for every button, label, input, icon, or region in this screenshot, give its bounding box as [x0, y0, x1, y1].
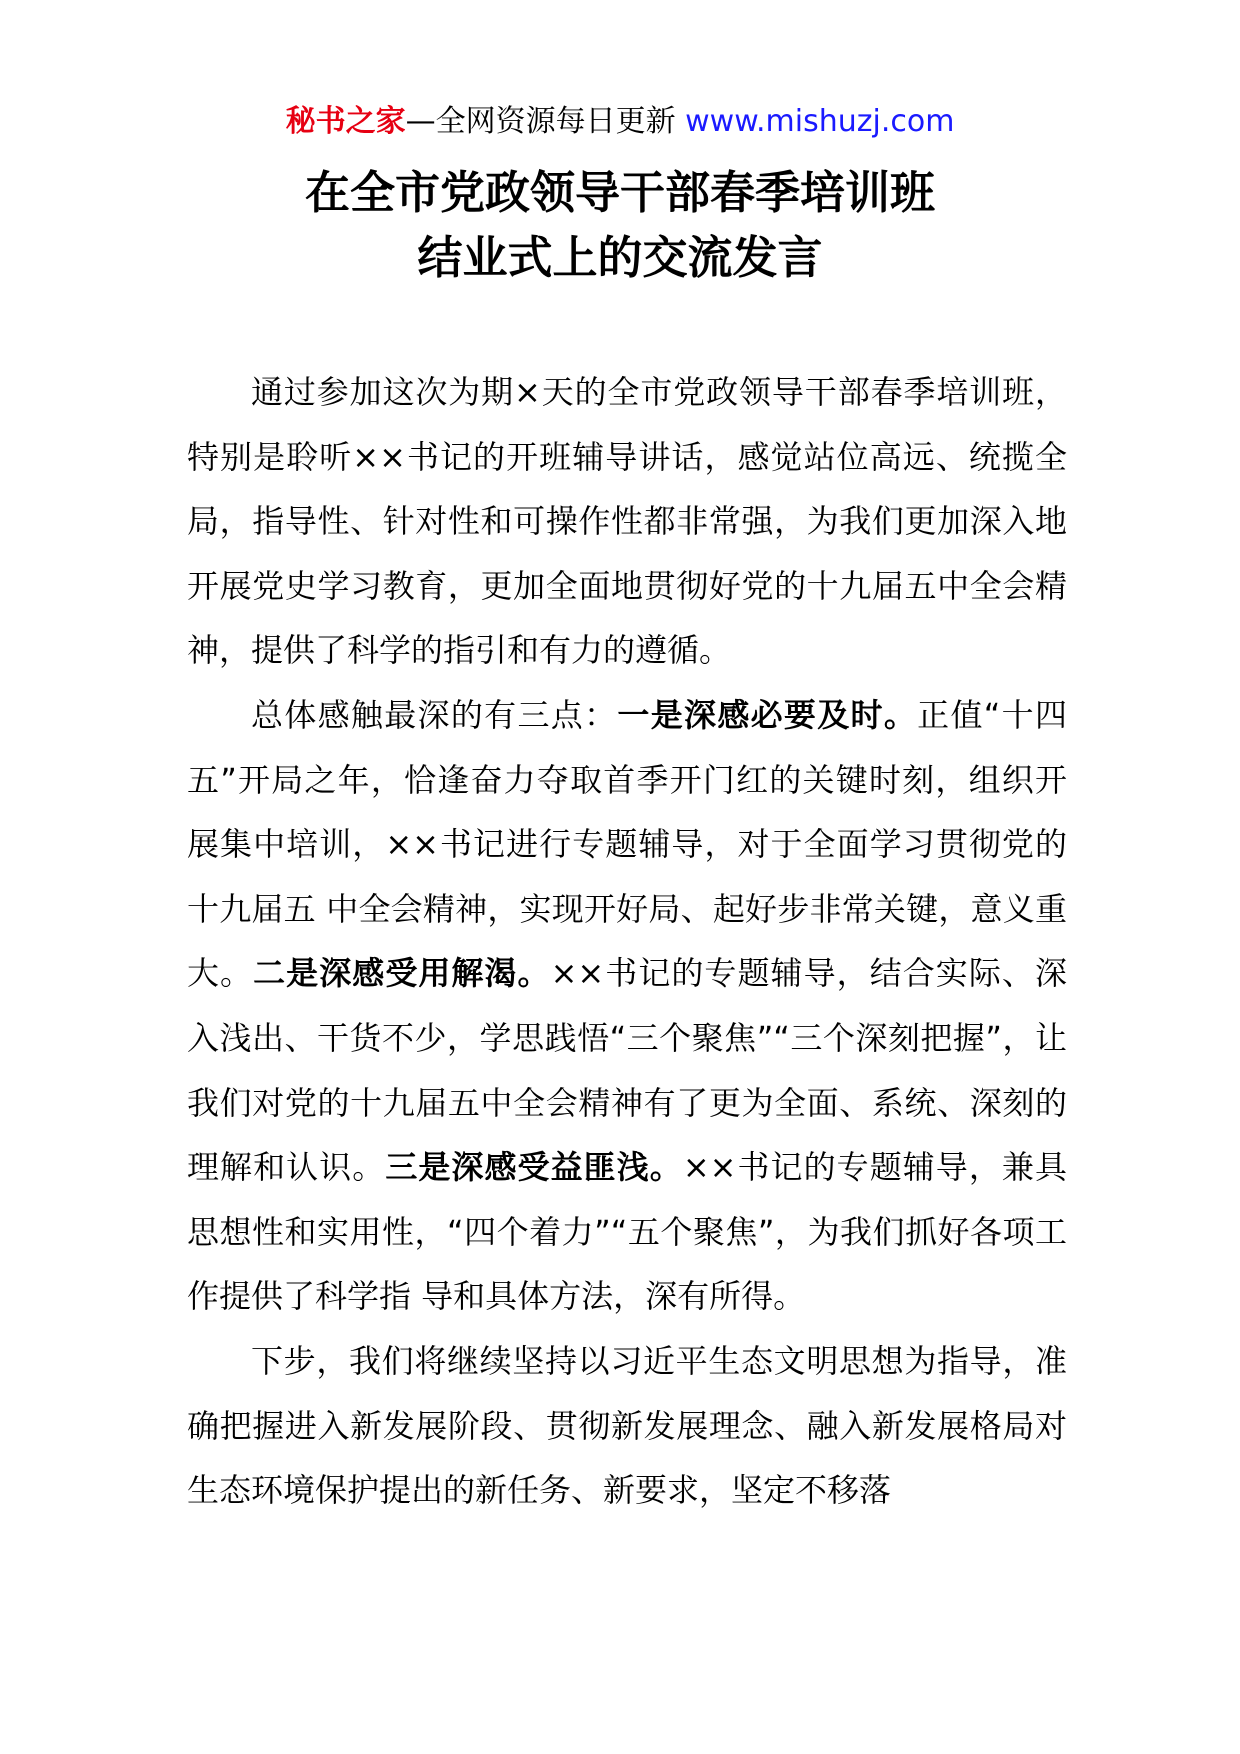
title-line-2: 结业式上的交流发言 [417, 231, 823, 284]
point-2-heading: 二是深感受用解渴。 [253, 954, 551, 993]
paragraph-2 [187, 683, 1067, 1329]
header-tagline: —全网资源每日更新 [405, 104, 686, 139]
paragraph-1: 通过参加这次为期×天的全市党政领导干部春季培训班，特别是聆听××书记的开班辅导讲话，感觉站位高远、统揽全局，指导性、针对性和可操作性都非常强，为我们更加深入地开展党史学习教育，更加全面地贯彻好党的十九届五中全会精神，提供了科学的指引和有力的遵循。 [187, 373, 1067, 670]
title-line-1: 在全市党政领导干部春季培训班 [304, 166, 935, 219]
point-1-heading: 一是深感必要及时。 [617, 695, 918, 734]
paragraph-2-text-3: ××书记的专题辅导，结合实际、深入浅出、干货不少，学思践悟“三个聚焦”“三个深刻把握”，让我们对党的十九届五中全会精神有了更为全面、系统、深刻的理解和认识。 [187, 954, 1067, 1187]
document-title [0, 160, 1240, 290]
paragraph-2-text-2: 正值“十四五”开局之年，恰逢奋力夺取首季开门红的关键时刻，组织开展集中培训，××书记进行专题辅导，对于全面学习贯彻党的十九届五 中全会精神，实现开好局、起好步非常关键，意义重大。 [187, 695, 1067, 993]
brand-name: 秘书之家 [285, 104, 406, 139]
paragraph-3: 下步，我们将继续坚持以习近平生态文明思想为指导，准确把握进入新发展阶段、贯彻新发展理念、融入新发展格局对生态环境保护提出的新任务、新要求，坚定不移落 [187, 1341, 1067, 1510]
site-url-link[interactable]: www.mishuzj.com [685, 104, 955, 139]
paragraph-2-text-1: 总体感触最深的有三点： [251, 695, 618, 734]
site-header [0, 100, 1240, 144]
point-3-heading: 三是深感受益匪浅。 [385, 1148, 683, 1187]
document-body [187, 360, 1067, 1523]
paragraph-2-text-4: ××书记的专题辅导，兼具思想性和实用性，“四个着力”“五个聚焦”，为我们抓好各项工作提供了科学指 导和具体方法，深有所得。 [187, 1148, 1067, 1316]
